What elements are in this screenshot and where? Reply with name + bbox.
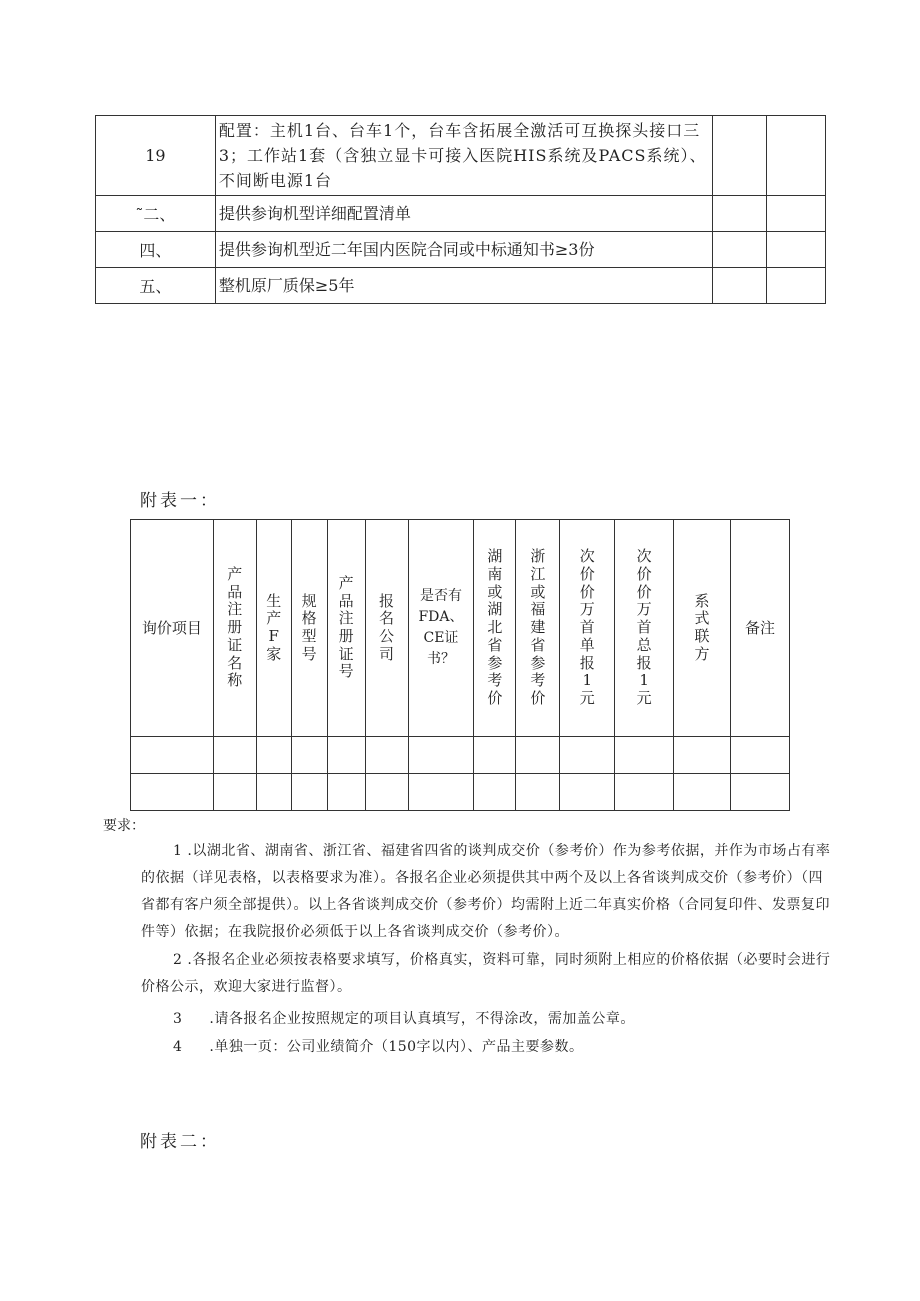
table-row [96, 232, 826, 268]
header-cell [474, 520, 516, 737]
requirement-number: 2 [173, 952, 183, 968]
row-content: 整机原厂质保≥5年 [215, 268, 712, 304]
requirements-label: 要求： [103, 818, 145, 834]
annex2-title: 附表二： [140, 1132, 220, 1152]
row-number: ˜二、 [96, 196, 216, 232]
header-label: 浙江或福建省参考价 [530, 547, 546, 707]
header-label: 是否有FDA、CE证书？ [418, 588, 464, 667]
row-number: 19 [96, 116, 216, 196]
requirement-item [141, 1006, 831, 1033]
header-cell [516, 520, 560, 737]
header-label: 系式联方 [694, 591, 710, 663]
header-cell [560, 520, 615, 737]
header-cell [256, 520, 291, 737]
header-cell [291, 520, 327, 737]
header-cell [674, 520, 731, 737]
header-label: 生产F家 [266, 591, 282, 663]
header-cell [327, 520, 365, 737]
requirement-number: 3 [173, 1011, 183, 1027]
header-label: 备注 [744, 618, 775, 637]
header-label: 产品注册证号 [338, 573, 354, 681]
header-cell [730, 520, 789, 737]
requirement-item [141, 1034, 831, 1061]
header-row [131, 520, 790, 737]
requirement-text: .请各报名企业按照规定的项目认真填写，不得涂改，需加盖公章。 [209, 1011, 635, 1027]
row-content: 提供参询机型近二年国内医院合同或中标通知书≥3份 [215, 232, 712, 268]
annex1-table [130, 519, 790, 811]
blank-cell [713, 232, 767, 268]
row-number: 五、 [96, 268, 216, 304]
requirement-item [141, 947, 831, 1001]
header-label: 次价价万首单报1元 [579, 547, 595, 707]
blank-cell [767, 268, 826, 304]
header-cell [365, 520, 408, 737]
blank-cell [767, 232, 826, 268]
row-number: 四、 [96, 232, 216, 268]
header-cell [131, 520, 214, 737]
header-cell [213, 520, 256, 737]
requirement-number: 4 [173, 1039, 183, 1055]
header-label: 次价价万首总报1元 [636, 547, 652, 707]
header-label: 湖南或湖北省参考价 [487, 547, 503, 707]
blank-cell [767, 116, 826, 196]
table-row [131, 774, 790, 811]
top-table [95, 115, 826, 304]
header-cell [615, 520, 674, 737]
header-label: 产品注册证名称 [227, 565, 243, 690]
requirement-text: .以湖北省、湖南省、浙江省、福建省四省的谈判成交价（参考价）作为参考依据，并作为市场占有率的依据（详见表格，以表格要求为准）。各报名企业必须提供其中两个及以上各省谈判成交价（参考价）（四省都有客户须全部提供）。以上各省谈判成交价（参考价）均需附上近二年真实价格（合同复印件、发票复印件等）依据；在我院报价必须低于以上各省谈判成交价（参考价）。 [141, 843, 831, 940]
row-content: 提供参询机型详细配置清单 [215, 196, 712, 232]
blank-cell [713, 268, 767, 304]
row-content: 配置：主机1台、台车1个，台车含拓展全激活可互换探头接口三3；工作站1套（含独立显卡可接入医院HIS系统及PACS系统）、不间断电源1台 [215, 116, 712, 196]
table-row [96, 116, 826, 196]
annex1-title: 附表一： [140, 491, 220, 511]
requirement-item [141, 838, 831, 946]
header-label: 报名公司 [379, 591, 395, 663]
header-cell [408, 520, 474, 737]
header-label: 规格型号 [301, 591, 317, 663]
requirement-number: 1 [173, 843, 183, 859]
requirement-text: .各报名企业必须按表格要求填写，价格真实，资料可靠，同时须附上相应的价格依据（必要时会进行价格公示，欢迎大家进行监督）。 [141, 952, 831, 995]
table-row [96, 196, 826, 232]
header-label: 询价项目 [141, 618, 202, 637]
blank-cell [713, 116, 767, 196]
blank-cell [767, 196, 826, 232]
table-row [96, 268, 826, 304]
blank-cell [713, 196, 767, 232]
table-row [131, 737, 790, 774]
requirement-text: .单独一页：公司业绩简介（150字以内）、产品主要参数。 [209, 1039, 584, 1055]
